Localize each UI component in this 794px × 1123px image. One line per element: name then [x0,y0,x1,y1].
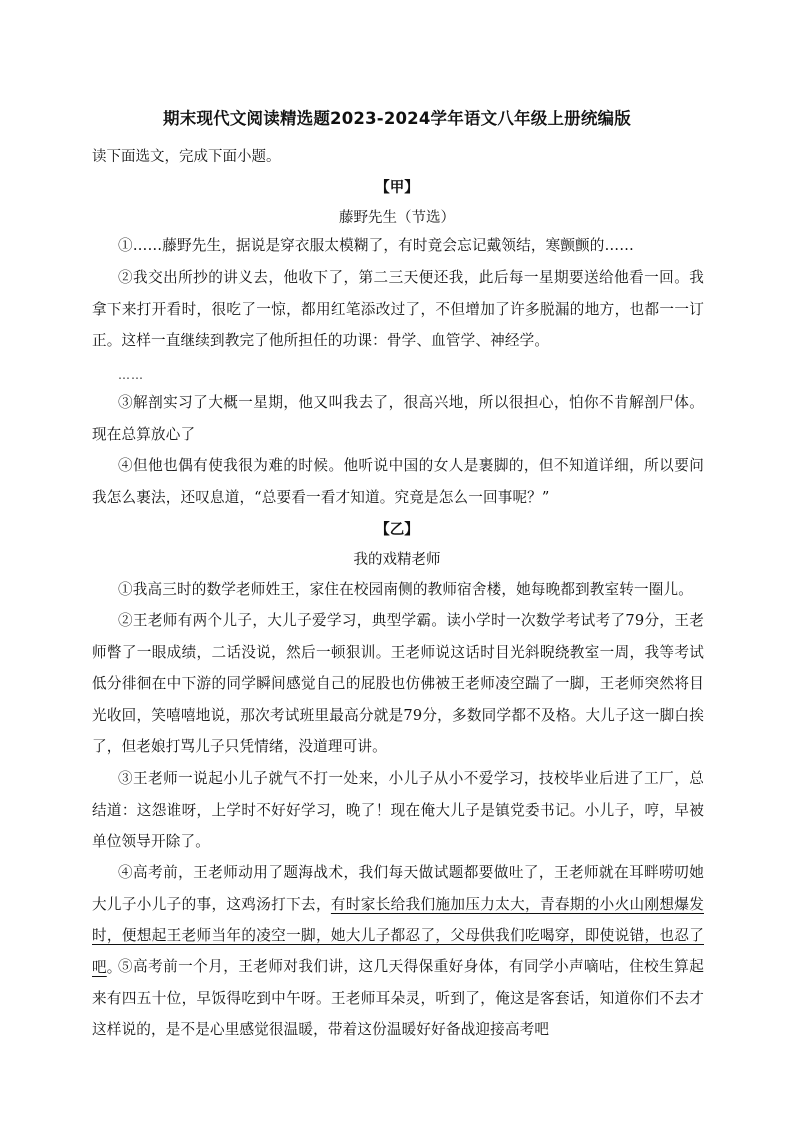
section-a-ellipsis: …… [118,368,144,382]
document-title: 期末现代文阅读精选题2023-2024学年语文八年级上册统编版 [163,109,631,128]
section-a-paragraph-2: ②我交出所抄的讲义去，他收下了，第二三天便还我，此后每一星期要送给他看一回。我拿下来打开看时，很吃了一惊，都用红笔添改过了，不但增加了许多脱漏的地方，也都一一订正。这样一直继续到教完了他所担任的功课：骨学、血管学、神经学。 [92,269,704,349]
paragraph-4-text: ④高考前，王老师动用了题海战术，我们每天做试题都要做吐了，王老师就在耳畔唠叨她大儿子小儿子的事，这鸡汤打下去， [92,864,704,913]
section-b-paragraph-5: ⑤高考前一个月，王老师对我们讲，这几天得保重好身体，有同学小声嘀咕，住校生算起来有四五十位，早饭得吃到中午呀。王老师耳朵灵，听到了，俺这是客套话，知道你们不去才这样说的，是不是心里感觉很温暖，带着这份温暖好好备战迎接高考吧 [92,958,704,1038]
section-a-paragraph-3: ③解剖实习了大概一星期，他又叫我去了，很高兴地，所以很担心，怕你不肯解剖尸体。现在总算放心了 [92,394,704,443]
section-b-marker: 【乙】 [375,521,419,538]
section-a-paragraph-4: ④但他也偶有使我很为难的时候。他听说中国的女人是裹脚的，但不知道详细，所以要问我怎么裹法，还叹息道，“总要看一看才知道。究竟是怎么一回事呢？” [92,457,704,506]
section-b-paragraph-3: ③王老师一说起小儿子就气不打一处来，小儿子从小不爱学习，技校毕业后进了工厂，总结道：这怨谁呀，上学时不好好学习，晚了！现在俺大儿子是镇党委书记。小儿子，哼，早被单位领导开除了。 [92,770,704,850]
section-b-paragraph-1: ①我高三时的数学老师姓王，家住在校园南侧的教师宿舍楼，她每晚都到教室转一圈儿。 [118,581,694,598]
section-a-heading: 藤野先生（节选） [339,210,455,226]
underlined-sentence: 有时家长给我们施加压力太大，青春期的小火山刚想爆发时，便想起王老师当年的凌空一脚，她大儿子都忍了，父母供我们吃喝穿，即使说错，也忍了吧 [92,895,704,976]
section-b-heading: 我的戏精老师 [353,552,441,568]
instructions: 读下面选文，完成下面小题。 [92,149,281,165]
section-b-paragraph-2: ②王老师有两个儿子，大儿子爱学习，典型学霸。读小学时一次数学考试考了79分，王老师瞥了一眼成绩，二话没说，然后一顿狠训。王老师说这话时目光斜睨绕教室一周，我等考试低分徘徊在中下游的同学瞬间感觉自己的屁股也仿佛被王老师凌空踹了一脚，王老师突然将目光收回，笑嘻嘻地说，那次考试班里最高分就是79分，多数同学都不及格。大儿子这一脚白挨了，但老娘打骂儿子只凭情绪，没道理可讲。 [92,612,704,755]
section-a-marker: 【甲】 [375,179,419,196]
paragraph-4-end: 。 [106,958,122,976]
section-a-paragraph-1: ①……藤野先生，据说是穿衣服太模糊了，有时竟会忘记戴领结，寒颤颤的…… [118,237,635,254]
